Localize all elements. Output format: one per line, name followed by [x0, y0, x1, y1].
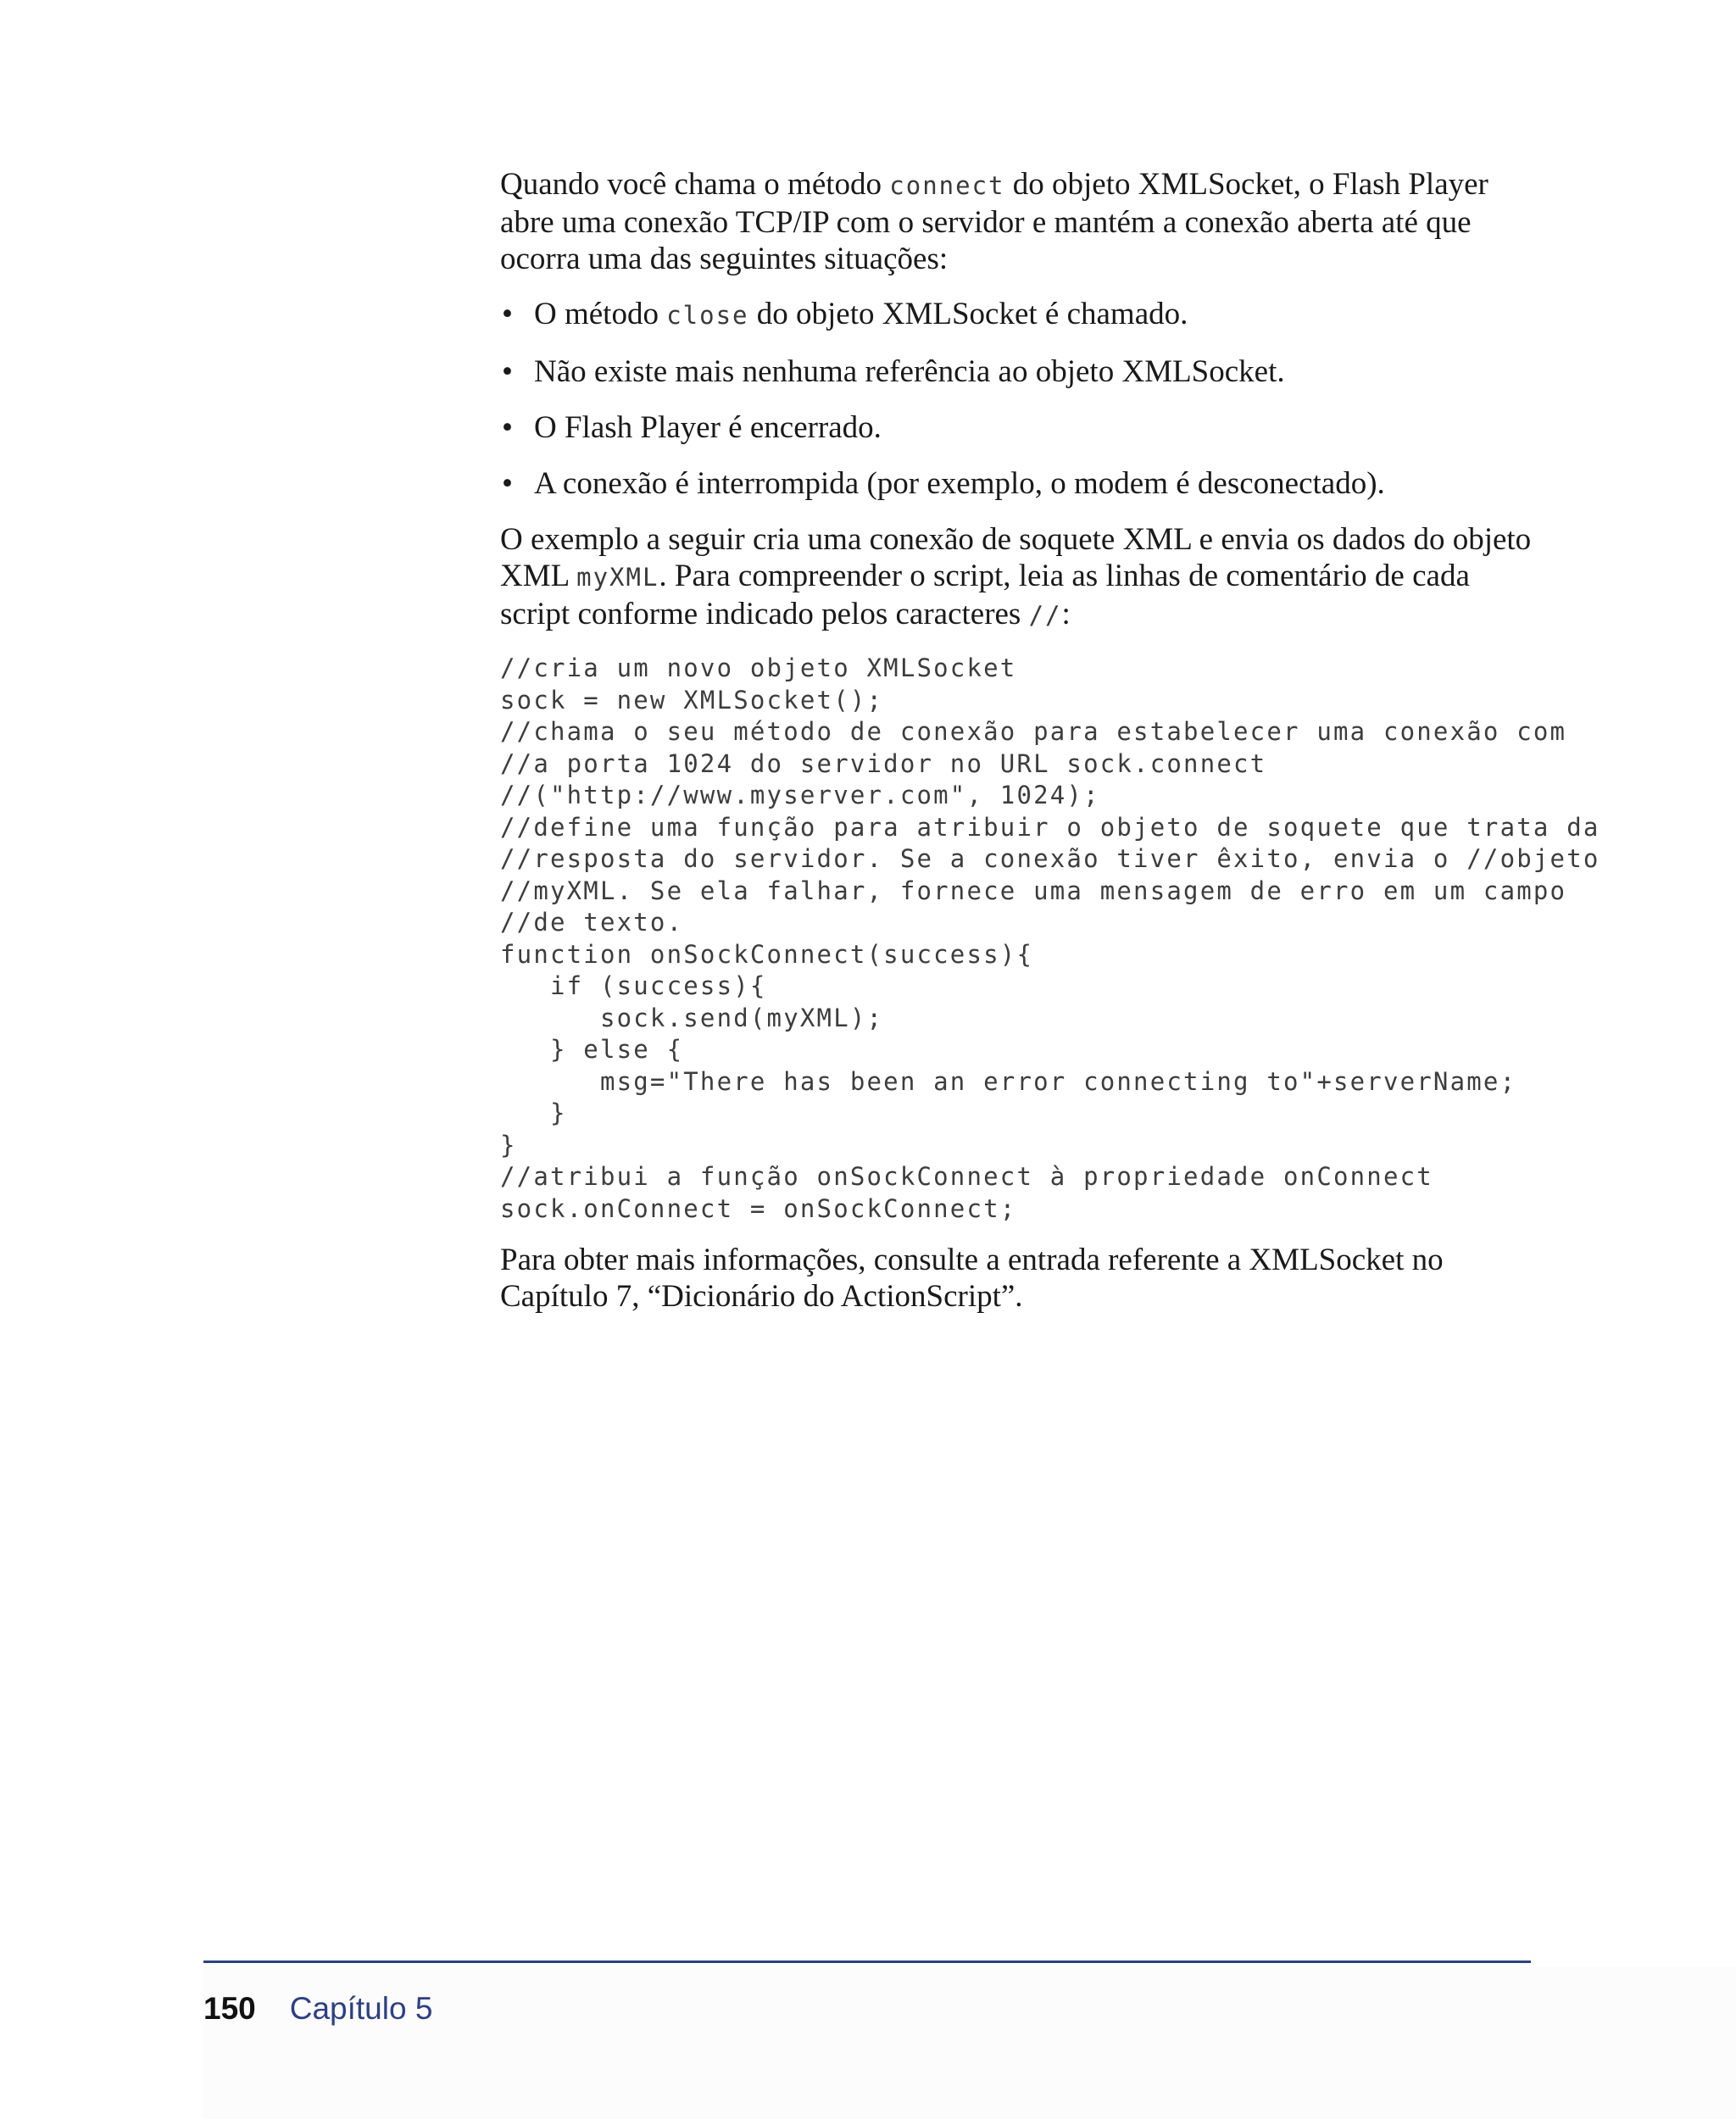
bullet-icon: •	[502, 354, 513, 389]
list-item-text: A conexão é interrompida (por exemplo, o modem é desconectado).	[534, 466, 1385, 501]
bullet-icon: •	[502, 466, 513, 501]
page-content	[500, 166, 1600, 1333]
code-line: //resposta do servidor. Se a conexão tiver êxito, envia o //objeto	[500, 844, 1600, 873]
situations-list	[500, 296, 1534, 502]
code-line: //cria um novo objeto XMLSocket	[500, 653, 1017, 682]
code-line: //("http://www.myserver.com", 1024);	[500, 781, 1100, 809]
list-item-text-after: do objeto XMLSocket é chamado.	[748, 297, 1188, 331]
inline-code-comment-marker: //	[1028, 601, 1062, 630]
code-line: }	[500, 1098, 567, 1127]
code-line: function onSockConnect(success){	[500, 939, 1034, 969]
intro-text-after: do objeto XMLSocket, o Flash Player abre uma conexão TCP/IP com o servidor e mantém a conexão aberta até que ocorra uma das seguintes situações:	[500, 167, 1488, 276]
list-item-text: Não existe mais nenhuma referência ao objeto XMLSocket.	[534, 354, 1285, 389]
code-line: msg="There has been an error connecting to"+serverName;	[500, 1066, 1517, 1096]
list-item	[500, 465, 1534, 502]
footer-divider	[203, 1960, 1531, 1963]
code-line: //chama o seu método de conexão para estabelecer uma conexão com	[500, 717, 1567, 746]
code-block	[500, 653, 1600, 1225]
code-line: } else {	[500, 1035, 684, 1064]
code-line: }	[500, 1130, 517, 1160]
intro-paragraph	[500, 166, 1534, 277]
inline-code-close: close	[666, 301, 749, 330]
bullet-icon: •	[502, 410, 513, 445]
code-line: //atribui a função onSockConnect à propriedade onConnect	[500, 1162, 1433, 1191]
example-paragraph	[500, 521, 1534, 634]
inline-code-myxml: myXML	[576, 563, 659, 592]
code-line: //a porta 1024 do servidor no URL sock.connect	[500, 748, 1267, 778]
list-item	[500, 296, 1534, 334]
list-item-text-before: O método	[534, 297, 667, 331]
example-text-2: . Para compreender o script, leia as linhas de comentário de cada script conforme indicado pelos caracteres	[500, 559, 1470, 631]
code-line: sock = new XMLSocket();	[500, 685, 884, 715]
footer-background	[203, 1966, 1736, 2119]
chapter-label: Capítulo 5	[289, 1991, 433, 2026]
code-line: if (success){	[500, 971, 767, 1000]
list-item-text: O Flash Player é encerrado.	[534, 410, 882, 445]
code-line: sock.send(myXML);	[500, 1003, 884, 1032]
inline-code-connect: connect	[889, 171, 1005, 200]
code-line: sock.onConnect = onSockConnect;	[500, 1193, 1017, 1223]
intro-text-before: Quando você chama o método	[500, 167, 890, 202]
bullet-icon: •	[502, 297, 513, 331]
list-item	[500, 409, 1534, 446]
code-line: //de texto.	[500, 908, 684, 937]
example-text-1: O exemplo a seguir cria uma conexão de soquete XML e envia os dados do objeto XML	[500, 522, 1532, 593]
page-number: 150	[203, 1991, 256, 2026]
code-line: //myXML. Se ela falhar, fornece uma mensagem de erro em um campo	[500, 876, 1567, 905]
closing-paragraph: Para obter mais informações, consulte a entrada referente a XMLSocket no Capítulo 7, “Dicionário do ActionScript”.	[500, 1243, 1444, 1314]
list-item	[500, 353, 1534, 390]
page-footer	[203, 1990, 432, 2027]
code-line: //define uma função para atribuir o objeto de soquete que trata da	[500, 812, 1600, 842]
example-text-3: :	[1061, 597, 1071, 631]
